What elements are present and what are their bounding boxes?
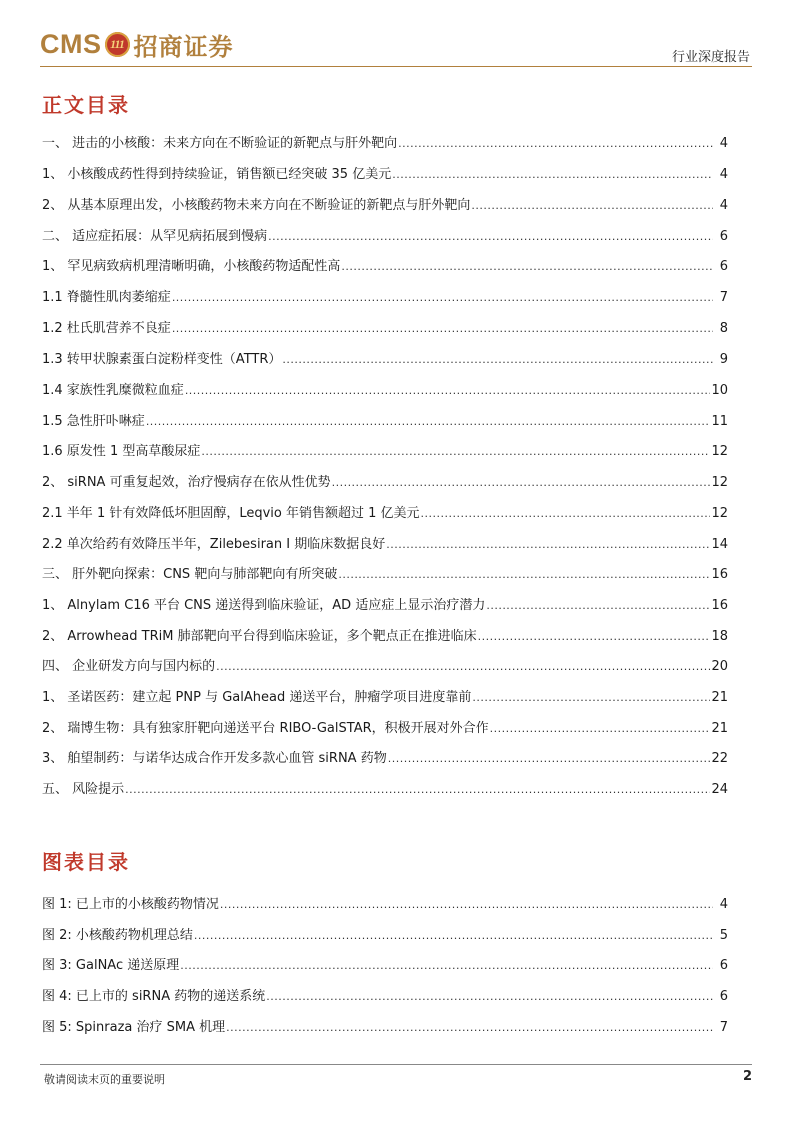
toc-entry[interactable] (42, 718, 728, 738)
leader-dots (398, 135, 713, 153)
toc-entry-page: 12 (711, 506, 728, 521)
toc-entry[interactable] (42, 195, 728, 215)
leader-dots (338, 566, 710, 584)
toc-entry[interactable] (42, 226, 728, 246)
logo-emblem-text: 111 (110, 36, 124, 51)
logo-latin-text: CMS (40, 28, 102, 59)
leader-dots (388, 750, 711, 768)
leader-dots (332, 474, 711, 492)
toc-entry[interactable] (42, 779, 728, 799)
toc-entry-page: 12 (711, 444, 728, 459)
leader-dots (471, 197, 713, 215)
toc-entry-label: 四、 企业研发方向与国内标的 (42, 659, 216, 674)
figure-entry[interactable] (42, 955, 728, 975)
leader-dots (392, 166, 713, 184)
footer-disclaimer: 敬请阅读末页的重要说明 (44, 1073, 165, 1086)
toc-entry-page: 4 (719, 198, 728, 213)
toc-entry-page: 16 (711, 567, 728, 582)
logo-emblem-icon (105, 32, 130, 57)
toc-entry-page: 16 (711, 598, 728, 613)
leader-dots (472, 689, 710, 707)
toc-entry-label: 一、 进击的小核酸：未来方向在不断验证的新靶点与肝外靶向 (42, 136, 398, 151)
figure-entry-page: 6 (719, 958, 728, 973)
toc-entry-page: 10 (711, 383, 728, 398)
page-header (40, 26, 752, 68)
toc-entry[interactable] (42, 503, 728, 523)
toc-entry[interactable] (42, 534, 728, 554)
toc-entry-label: 2、 siRNA 可重复起效，治疗慢病存在依从性优势 (42, 475, 331, 490)
toc-entry[interactable] (42, 411, 728, 431)
leader-dots (146, 413, 711, 431)
toc-entry-label: 3、 舶望制药：与诺华达成合作开发多款心血管 siRNA 药物 (42, 751, 387, 766)
toc-entry[interactable] (42, 564, 728, 584)
figure-entry-page: 5 (719, 928, 728, 943)
leader-dots (201, 443, 710, 461)
toc-entry[interactable] (42, 380, 728, 400)
toc-entry[interactable] (42, 748, 728, 768)
toc-entry-page: 24 (711, 782, 728, 797)
report-type-label: 行业深度报告 (671, 50, 750, 65)
leader-dots (282, 351, 713, 369)
figure-entry-label: 图 3: GalNAc 递送原理 (42, 958, 180, 973)
toc-entry-label: 1、 圣诺医药：建立起 PNP 与 GalAhead 递送平台，肿瘤学项目进度靠前 (42, 690, 472, 705)
figure-entry[interactable] (42, 986, 728, 1006)
leader-dots (266, 988, 713, 1006)
leader-dots (268, 228, 713, 246)
toc-entry-label: 2.1 半年 1 针有效降低坏胆固醇，Leqvio 年销售额超过 1 亿美元 (42, 506, 420, 521)
toc-entry[interactable] (42, 318, 728, 338)
footer-divider (40, 1064, 752, 1065)
toc-entry-page: 6 (719, 259, 728, 274)
toc-entry-page: 4 (719, 167, 728, 182)
toc-entry-label: 1、 罕见病致病机理清晰明确，小核酸药物适配性高 (42, 259, 341, 274)
leader-dots (226, 1019, 713, 1037)
toc-entry-label: 1.4 家族性乳糜微粒血症 (42, 383, 184, 398)
figures-title: 图表目录 (42, 850, 130, 874)
leader-dots (478, 628, 711, 646)
toc-entry-page: 4 (719, 136, 728, 151)
toc-entry-label: 2.2 单次给药有效降压半年，Zilebesiran I 期临床数据良好 (42, 537, 386, 552)
leader-dots (172, 320, 713, 338)
toc-entry-label: 三、 肝外靶向探索：CNS 靶向与肺部靶向有所突破 (42, 567, 338, 582)
toc-entry-page: 21 (711, 690, 728, 705)
leader-dots (125, 781, 710, 799)
toc-entry[interactable] (42, 626, 728, 646)
toc-entry-label: 2、 瑞博生物：具有独家肝靶向递送平台 RIBO-GalSTAR，积极开展对外合作 (42, 721, 489, 736)
leader-dots (341, 258, 713, 276)
leader-dots (172, 289, 713, 307)
cms-logo (40, 26, 234, 62)
toc-entry-label: 1、 小核酸成药性得到持续验证，销售额已经突破 35 亿美元 (42, 167, 392, 182)
figure-entry-page: 4 (719, 897, 728, 912)
figure-entry-label: 图 5: Spinraza 治疗 SMA 机理 (42, 1020, 226, 1035)
toc-entry[interactable] (42, 256, 728, 276)
leader-dots (486, 597, 710, 615)
figure-entry-page: 7 (719, 1020, 728, 1035)
leader-dots (216, 658, 710, 676)
toc-entry[interactable] (42, 656, 728, 676)
toc-entry-label: 二、 适应症拓展：从罕见病拓展到慢病 (42, 229, 268, 244)
toc-entry-page: 6 (719, 229, 728, 244)
toc-entry-label: 五、 风险提示 (42, 782, 125, 797)
toc-entry-page: 21 (711, 721, 728, 736)
toc-entry-label: 2、 Arrowhead TRiM 肺部靶向平台得到临床验证，多个靶点正在推进临床 (42, 629, 477, 644)
toc-entry-label: 1.6 原发性 1 型高草酸尿症 (42, 444, 201, 459)
page-number: 2 (742, 1069, 752, 1084)
leader-dots (194, 927, 713, 945)
toc-entry[interactable] (42, 349, 728, 369)
toc-entry-page: 20 (711, 659, 728, 674)
toc-entry[interactable] (42, 687, 728, 707)
figure-entry-label: 图 1: 已上市的小核酸药物情况 (42, 897, 219, 912)
toc-entry-label: 1.3 转甲状腺素蛋白淀粉样变性（ATTR） (42, 352, 282, 367)
toc-entry-page: 9 (719, 352, 728, 367)
figure-entry-label: 图 4: 已上市的 siRNA 药物的递送系统 (42, 989, 266, 1004)
figure-entry-page: 6 (719, 989, 728, 1004)
toc-entry-label: 1.5 急性肝卟啉症 (42, 414, 145, 429)
toc-entry-page: 12 (711, 475, 728, 490)
toc-entry-label: 1.2 杜氏肌营养不良症 (42, 321, 171, 336)
leader-dots (185, 382, 711, 400)
logo-chinese-text: 招商证券 (133, 31, 234, 61)
toc-entry[interactable] (42, 472, 728, 492)
toc-entry-page: 8 (719, 321, 728, 336)
toc-entry-label: 2、 从基本原理出发，小核酸药物未来方向在不断验证的新靶点与肝外靶向 (42, 198, 471, 213)
toc-entry-page: 11 (711, 414, 728, 429)
figure-entry[interactable] (42, 894, 728, 914)
toc-entry-label: 1、 Alnylam C16 平台 CNS 递送得到临床验证，AD 适应症上显示治疗潜力 (42, 598, 486, 613)
toc-entry-page: 22 (711, 751, 728, 766)
toc-entry[interactable] (42, 595, 728, 615)
header-divider (40, 66, 752, 67)
toc-entry[interactable] (42, 133, 728, 153)
figure-entry[interactable] (42, 1017, 728, 1037)
toc-entry-page: 14 (711, 537, 728, 552)
toc-entry[interactable] (42, 287, 728, 307)
toc-entry-page: 18 (711, 629, 728, 644)
leader-dots (180, 957, 713, 975)
toc-entry-label: 1.1 脊髓性肌肉萎缩症 (42, 290, 171, 305)
toc-entry[interactable] (42, 441, 728, 461)
leader-dots (490, 720, 711, 738)
figure-entry-label: 图 2: 小核酸药物机理总结 (42, 928, 193, 943)
leader-dots (421, 505, 711, 523)
figure-entry[interactable] (42, 925, 728, 945)
toc-entry-page: 7 (719, 290, 728, 305)
toc-entry[interactable] (42, 164, 728, 184)
toc-title: 正文目录 (42, 93, 130, 117)
leader-dots (386, 536, 710, 554)
leader-dots (220, 896, 713, 914)
